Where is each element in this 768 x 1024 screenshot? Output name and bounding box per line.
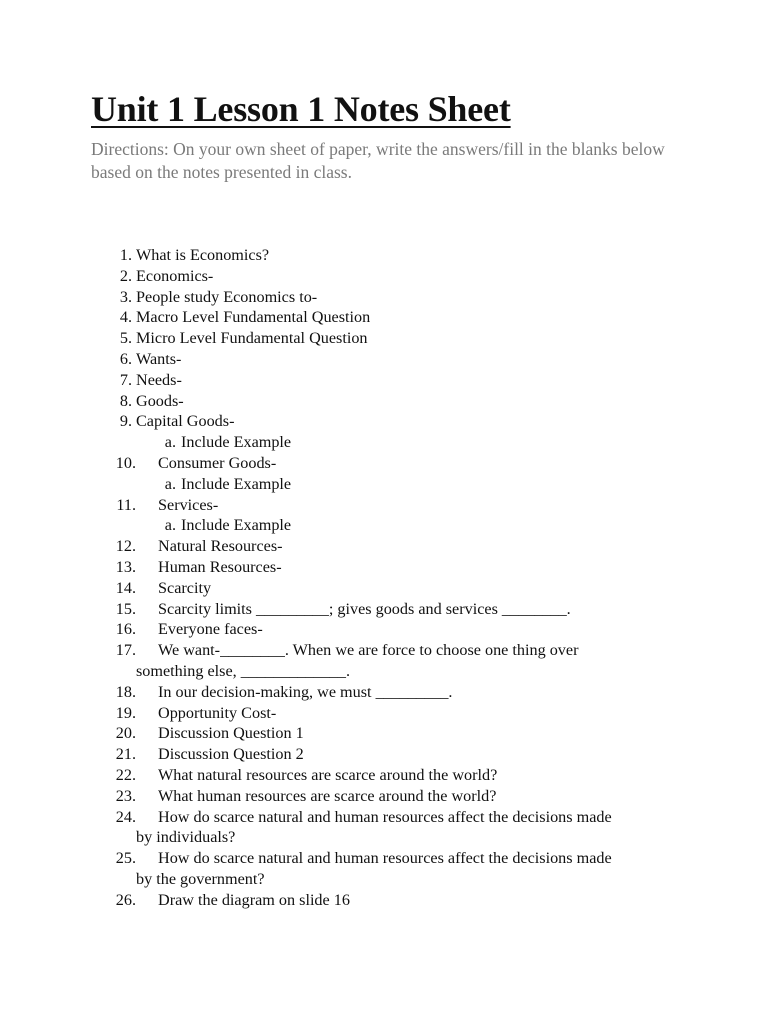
item-text-continued: by the government? <box>136 869 265 888</box>
directions-text: Directions: On your own sheet of paper, write the answers/fill in the blanks below based on the notes presented in class. <box>91 139 665 182</box>
item-number: a. <box>164 433 176 452</box>
list-item <box>0 536 768 557</box>
item-number: 8. <box>119 391 132 410</box>
item-number: 11. <box>116 495 136 514</box>
item-text: Economics- <box>136 266 214 285</box>
item-text: Capital Goods- <box>136 412 235 431</box>
item-text: Opportunity Cost- <box>158 703 277 722</box>
item-number: 15. <box>115 599 136 618</box>
list-item <box>0 890 768 911</box>
item-text: In our decision-making, we must _________. <box>158 682 453 701</box>
item-number: 4. <box>119 308 132 327</box>
item-text: Wants- <box>136 349 182 368</box>
list-item <box>0 411 768 432</box>
list-item <box>0 453 768 474</box>
item-text: We want-________. When we are force to choose one thing over <box>158 641 579 660</box>
item-text: Include Example <box>181 516 292 535</box>
list-item <box>0 640 768 682</box>
list-item <box>0 744 768 765</box>
item-text: How do scarce natural and human resources affect the decisions made <box>158 807 612 826</box>
item-text: Scarcity limits _________; gives goods and services ________. <box>158 599 571 618</box>
list-item <box>0 765 768 786</box>
notes-question-list <box>0 245 768 911</box>
item-number: 2. <box>119 266 132 285</box>
list-item <box>0 723 768 744</box>
item-number: 23. <box>115 786 136 805</box>
item-number: 21. <box>115 745 136 764</box>
item-text: Goods- <box>136 391 184 410</box>
list-item <box>0 619 768 640</box>
item-number: 26. <box>115 890 136 909</box>
item-text: Discussion Question 1 <box>158 724 304 743</box>
item-text: Micro Level Fundamental Question <box>136 329 368 348</box>
list-item <box>0 245 768 266</box>
item-number: 6. <box>119 349 132 368</box>
list-item <box>0 557 768 578</box>
item-text: Consumer Goods- <box>158 453 277 472</box>
sub-list-item <box>0 432 768 453</box>
list-item <box>0 599 768 620</box>
item-number: 25. <box>115 849 136 868</box>
item-number: 3. <box>119 287 132 306</box>
item-number: 17. <box>115 641 136 660</box>
item-text: Human Resources- <box>158 557 282 576</box>
item-number: 7. <box>119 370 132 389</box>
item-number: 19. <box>115 703 136 722</box>
item-text-continued: something else, _____________. <box>136 661 351 680</box>
item-text: Everyone faces- <box>158 620 263 639</box>
item-number: 1. <box>119 246 132 264</box>
item-number: 20. <box>115 724 136 743</box>
item-number: 5. <box>119 329 132 348</box>
item-number: 9. <box>119 412 132 431</box>
item-text: How do scarce natural and human resources affect the decisions made <box>158 849 612 868</box>
list-item <box>0 495 768 516</box>
list-item <box>0 349 768 370</box>
item-number: 16. <box>115 620 136 639</box>
item-text-continued: by individuals? <box>136 828 236 847</box>
list-item <box>0 307 768 328</box>
item-text: Scarcity <box>158 578 212 597</box>
sub-list-item <box>0 474 768 495</box>
list-item <box>0 786 768 807</box>
item-text: What natural resources are scarce around the world? <box>158 765 498 784</box>
item-number: 10. <box>115 453 136 472</box>
list-item <box>0 328 768 349</box>
item-text: What human resources are scarce around the world? <box>158 786 497 805</box>
list-item <box>0 287 768 308</box>
item-text: Services- <box>158 495 219 514</box>
item-number: a. <box>164 516 176 535</box>
item-text: Include Example <box>181 474 292 493</box>
item-number: 18. <box>115 682 136 701</box>
item-text: What is Economics? <box>136 246 270 264</box>
list-item <box>0 703 768 724</box>
item-number: 14. <box>115 578 136 597</box>
item-number: 13. <box>115 557 136 576</box>
list-item <box>0 391 768 412</box>
item-text: Discussion Question 2 <box>158 745 304 764</box>
item-text: Draw the diagram on slide 16 <box>158 890 350 909</box>
list-item <box>0 370 768 391</box>
page-title: Unit 1 Lesson 1 Notes Sheet <box>91 89 511 129</box>
item-number: a. <box>164 474 176 493</box>
item-text: Natural Resources- <box>158 537 283 556</box>
item-text: Include Example <box>181 433 292 452</box>
list-item <box>0 266 768 287</box>
sub-list-item <box>0 515 768 536</box>
item-text: Needs- <box>136 370 182 389</box>
item-number: 24. <box>115 807 136 826</box>
list-item <box>0 682 768 703</box>
list-item <box>0 848 768 890</box>
item-number: 12. <box>115 537 136 556</box>
item-text: Macro Level Fundamental Question <box>136 308 371 327</box>
list-item <box>0 807 768 849</box>
item-text: People study Economics to- <box>136 287 318 306</box>
item-number: 22. <box>115 765 136 784</box>
list-item <box>0 578 768 599</box>
